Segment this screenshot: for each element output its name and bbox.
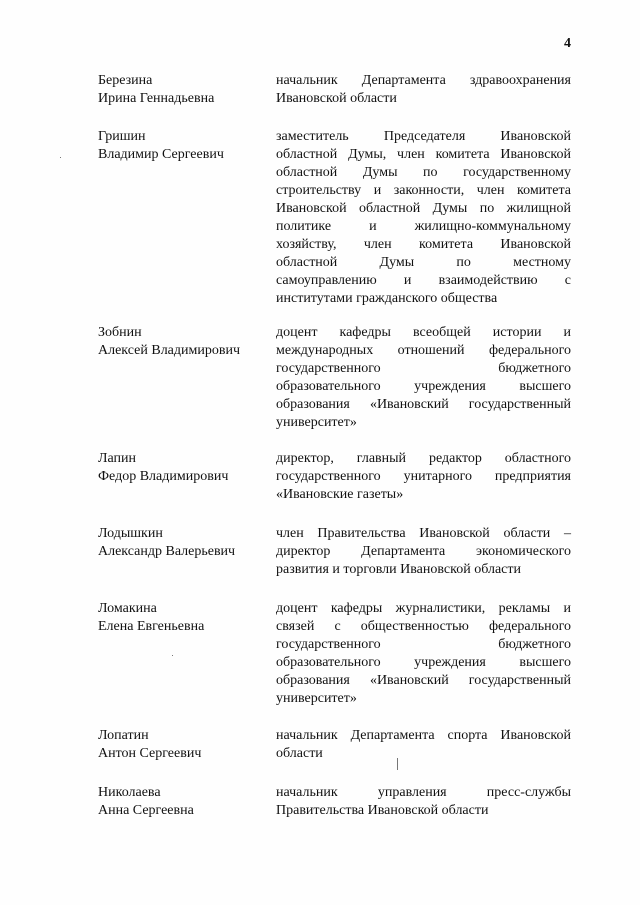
position-line: государственного бюджетного [276, 637, 571, 652]
member-name [98, 72, 278, 108]
member-given-names: Александр Валерьевич [98, 544, 236, 559]
position-line: Ивановской областной Думы по жилищной [276, 201, 571, 216]
member-position [276, 324, 571, 432]
position-line: образования «Ивановский государственный [276, 673, 571, 688]
position-line: областной Думы, член комитета Ивановской [276, 147, 571, 162]
position-line: хозяйству, член комитета Ивановской [276, 237, 571, 252]
member-position [276, 784, 571, 820]
position-line: член Правительства Ивановской области – [276, 526, 571, 541]
member-name [98, 727, 278, 763]
member-given-names: Алексей Владимирович [98, 343, 241, 358]
member-surname: Березина [98, 73, 153, 88]
member-surname: Лопатин [98, 728, 149, 743]
member-name [98, 128, 278, 164]
position-line: областной Думы по местному [276, 255, 571, 270]
position-line: образовательного учреждения высшего [276, 655, 571, 670]
position-line: доцент кафедры журналистики, рекламы и [276, 601, 571, 616]
position-line: доцент кафедры всеобщей истории и [276, 325, 571, 340]
position-line: государственного бюджетного [276, 361, 571, 376]
scan-speck [172, 655, 173, 656]
member-surname: Лапин [98, 451, 137, 466]
member-name [98, 600, 278, 636]
member-surname: Ломакина [98, 601, 157, 616]
position-line: институтами гражданского общества [276, 291, 498, 306]
scan-speck [60, 157, 61, 158]
position-line: международных отношений федерального [276, 343, 571, 358]
position-line: заместитель Председателя Ивановской [276, 129, 571, 144]
member-given-names: Анна Сергеевна [98, 803, 194, 818]
position-line: начальник управления пресс-службы [276, 785, 571, 800]
member-position [276, 450, 571, 504]
member-position [276, 727, 571, 763]
position-line: образования «Ивановский государственный [276, 397, 571, 412]
position-line: строительству и законности, член комитета [276, 183, 571, 198]
position-line: «Ивановские газеты» [276, 487, 404, 502]
member-position [276, 128, 571, 308]
member-name [98, 784, 278, 820]
page-number: 4 [564, 36, 571, 51]
position-line: директор, главный редактор областного [276, 451, 571, 466]
member-surname: Николаева [98, 785, 161, 800]
position-line: университет» [276, 415, 357, 430]
position-line: университет» [276, 691, 357, 706]
member-given-names: Антон Сергеевич [98, 746, 202, 761]
member-name [98, 525, 278, 561]
member-surname: Лодышкин [98, 526, 163, 541]
position-line: Ивановской области [276, 91, 397, 106]
member-surname: Зобнин [98, 325, 142, 340]
position-line: областной Думы по государственному [276, 165, 571, 180]
member-given-names: Владимир Сергеевич [98, 147, 224, 162]
scan-speck [397, 758, 398, 770]
position-line: развития и торговли Ивановской области [276, 562, 521, 577]
member-name [98, 324, 278, 360]
member-given-names: Федор Владимирович [98, 469, 229, 484]
position-line: самоуправлению и взаимодействию с [276, 273, 571, 288]
member-given-names: Елена Евгеньевна [98, 619, 205, 634]
position-line: области [276, 746, 323, 761]
member-given-names: Ирина Геннадьевна [98, 91, 215, 106]
position-line: государственного унитарного предприятия [276, 469, 571, 484]
position-line: связей с общественностью федерального [276, 619, 571, 634]
position-line: политике и жилищно-коммунальному [276, 219, 571, 234]
member-name [98, 450, 278, 486]
member-position [276, 525, 571, 579]
position-line: образовательного учреждения высшего [276, 379, 571, 394]
position-line: начальник Департамента здравоохранения [276, 73, 571, 88]
member-position [276, 600, 571, 708]
position-line: Правительства Ивановской области [276, 803, 489, 818]
position-line: директор Департамента экономического [276, 544, 571, 559]
member-surname: Гришин [98, 129, 146, 144]
member-position [276, 72, 571, 108]
position-line: начальник Департамента спорта Ивановской [276, 728, 571, 743]
